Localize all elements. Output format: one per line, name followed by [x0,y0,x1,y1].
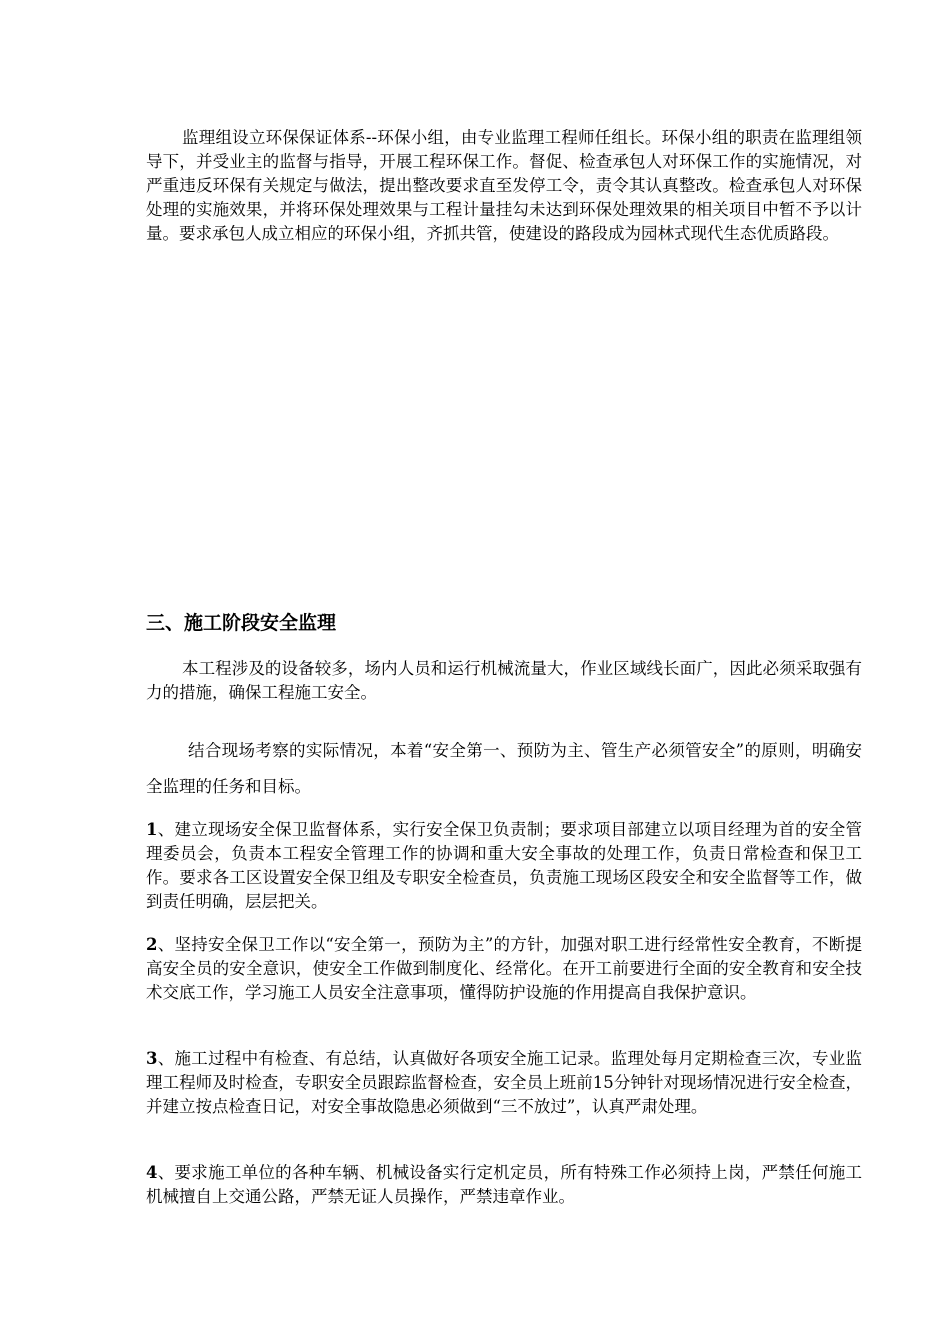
list-item-2 [146,933,862,1005]
item-number: 1 [146,820,158,839]
paragraph-environmental-protection: 监理组设立环保保证体系--环保小组，由专业监理工程师任组长。环保小组的职责在监理组领导下，并受业主的监督与指导，开展工程环保工作。督促、检查承包人对环保工作的实施情况，对严重违反环保有关规定与做法，提出整改要求直至发停工令，责令其认真整改。检查承包人对环保处理的实施效果，并将环保处理效果与工程计量挂勾未达到环保处理效果的相关项目中暂不予以计量。要求承包人成立相应的环保小组，齐抓共管，使建设的路段成为园林式现代生态优质路段。 [146,128,862,243]
item-text: 、坚持安全保卫工作以“安全第一，预防为主”的方针，加强对职工进行经常性安全教育，不断提高安全员的安全意识，使安全工作做到制度化、经常化。在开工前要进行全面的安全教育和安全技术交底工作，学习施工人员安全注意事项，懂得防护设施的作用提高自我保护意识。 [146,935,862,1002]
item-number: 2 [146,935,158,954]
paragraph-safety-principle: 结合现场考察的实际情况，本着“安全第一、预防为主、管生产必须管安全”的原则，明确安全监理的任务和目标。 [146,741,862,796]
list-item-3 [146,1047,862,1119]
item-text: 、施工过程中有检查、有总结，认真做好各项安全施工记录。监理处每月定期检查三次，专业监理工程师及时检查，专职安全员跟踪监督检查，安全员上班前15分钟针对现场情况进行安全检查，并建立按点检查日记，对安全事故隐患必须做到“三不放过”，认真严肃处理。 [146,1049,862,1116]
item-text: 、建立现场安全保卫监督体系，实行安全保卫负责制；要求项目部建立以项目经理为首的安全管理委员会，负责本工程安全管理工作的协调和重大安全事故的处理工作，负责日常检查和保卫工作。要求各工区设置安全保卫组及专职安全检查员，负责施工现场区段安全和安全监督等工作，做到责任明确，层层把关。 [146,820,862,911]
item-number: 3 [146,1049,158,1068]
item-number: 4 [146,1163,158,1182]
list-item-1 [146,818,862,914]
paragraph-project-overview: 本工程涉及的设备较多，场内人员和运行机械流量大，作业区域线长面广，因此必须采取强有力的措施，确保工程施工安全。 [146,659,862,702]
list-item-4 [146,1161,862,1209]
item-text: 、要求施工单位的各种车辆、机械设备实行定机定员，所有特殊工作必须持上岗，严禁任何施工机械擅自上交通公路，严禁无证人员操作，严禁违章作业。 [146,1163,862,1206]
section-heading-construction-safety: 三、施工阶段安全监理 [146,612,337,634]
